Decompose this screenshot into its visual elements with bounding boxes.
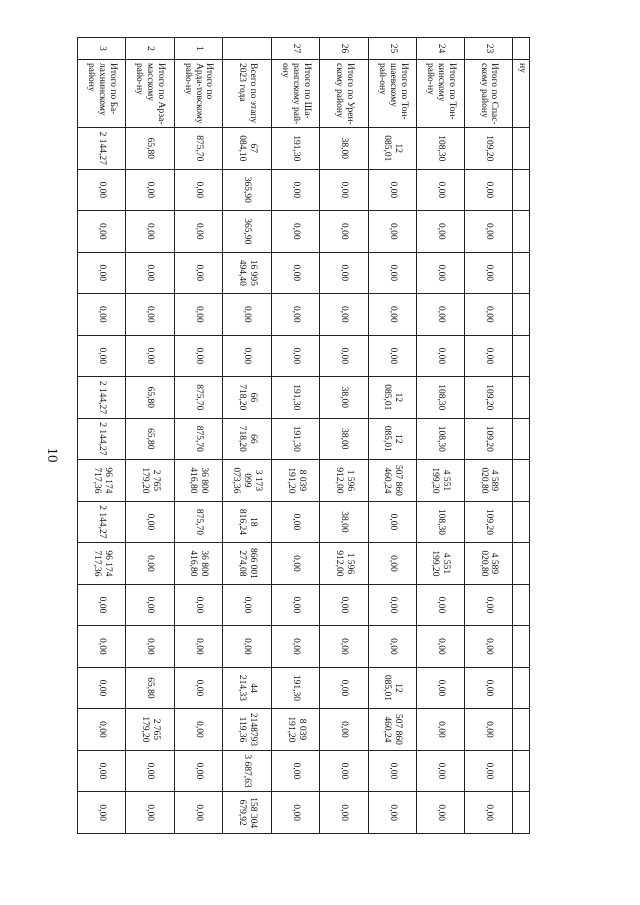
table-cell: 0,00	[464, 335, 512, 377]
table-cell: 0,00	[464, 169, 512, 211]
row-name: Итого по Спас-скому району	[464, 60, 512, 128]
row-number: 27	[272, 38, 320, 60]
table-cell: 0,00	[416, 750, 464, 792]
table-cell: 0,00	[174, 584, 222, 626]
table-cell: 108,30	[416, 128, 464, 170]
table-cell: 2 144,27	[78, 418, 126, 460]
table-cell: 2148793 119,36	[222, 709, 271, 751]
table-cell: 0,00	[174, 169, 222, 211]
table-cell: 66 718,20	[222, 418, 271, 460]
table-cell: 96 174 717,36	[78, 460, 126, 502]
empty-cell	[513, 252, 530, 294]
table-cell: 12 085,01	[368, 418, 416, 460]
empty-cell	[513, 211, 530, 253]
row-name: Итого по Ба-лахнинскому району	[78, 60, 126, 128]
table-cell: 65,80	[126, 128, 174, 170]
table-cell: 0,00	[272, 252, 320, 294]
table-cell: 0,00	[368, 294, 416, 336]
table-cell: 67 084,10	[222, 128, 271, 170]
table-cell: 0,00	[78, 667, 126, 709]
table-cell: 191,30	[272, 418, 320, 460]
table-cell: 0,00	[416, 169, 464, 211]
table-cell: 0,00	[464, 667, 512, 709]
table-cell: 875,70	[174, 501, 222, 543]
table-cell: 0,00	[320, 626, 368, 668]
table-cell: 0,00	[368, 211, 416, 253]
table-cell: 0,00	[126, 335, 174, 377]
table-cell: 65,80	[126, 418, 174, 460]
table-cell: 0,00	[464, 709, 512, 751]
table-cell: 2 144,27	[78, 501, 126, 543]
table-cell: 109,20	[464, 418, 512, 460]
table-row	[464, 38, 512, 834]
table-cell: 36 800 416,80	[174, 543, 222, 585]
table-cell: 0,00	[78, 252, 126, 294]
table-cell: 2 144,27	[78, 377, 126, 419]
table-cell: 8 039 191,20	[272, 709, 320, 751]
table-cell: 0,00	[174, 750, 222, 792]
row-number: 1	[174, 38, 222, 60]
table-cell: 0,00	[272, 626, 320, 668]
table-cell: 0,00	[416, 335, 464, 377]
table-cell: 158 304 679,92	[222, 792, 271, 834]
table-cell: 108,30	[416, 377, 464, 419]
table-body	[78, 38, 530, 834]
table-cell: 38,00	[320, 128, 368, 170]
row-number: 25	[368, 38, 416, 60]
table-row	[126, 38, 174, 834]
table-cell: 0,00	[272, 750, 320, 792]
table-cell: 0,00	[368, 543, 416, 585]
table-cell: 0,00	[174, 626, 222, 668]
row-name: Итого по Урен-скому району	[320, 60, 368, 128]
table-cell: 0,00	[174, 792, 222, 834]
empty-cell	[513, 750, 530, 792]
table-cell: 0,00	[126, 252, 174, 294]
table-cell: 38,00	[320, 501, 368, 543]
table-cell: 44 214,33	[222, 667, 271, 709]
table-cell: 0,00	[416, 667, 464, 709]
empty-cell	[513, 460, 530, 502]
table-cell: 38,00	[320, 377, 368, 419]
table-row	[368, 38, 416, 834]
table-cell: 0,00	[272, 294, 320, 336]
table-row	[272, 38, 320, 834]
table-cell: 0,00	[320, 584, 368, 626]
table-cell: 507 860 460,24	[368, 460, 416, 502]
table-cell: 0,00	[272, 501, 320, 543]
table-cell: 0,00	[222, 584, 271, 626]
table-cell: 0,00	[78, 335, 126, 377]
table-cell: 0,00	[272, 169, 320, 211]
table-cell: 0,00	[416, 709, 464, 751]
table-cell: 109,20	[464, 377, 512, 419]
table-cell: 108,30	[416, 501, 464, 543]
empty-cell	[513, 501, 530, 543]
table-cell: 0,00	[320, 294, 368, 336]
empty-cell	[513, 294, 530, 336]
row-number: 3	[78, 38, 126, 60]
table-cell: 0,00	[272, 543, 320, 585]
table-cell: 1 596 912,00	[320, 460, 368, 502]
table-cell: 0,00	[126, 750, 174, 792]
table-cell: 3 173 099 073,36	[222, 460, 271, 502]
table-cell: 0,00	[174, 667, 222, 709]
table-cell: 66 718,20	[222, 377, 271, 419]
table-cell: 4 551 199,20	[416, 543, 464, 585]
table-cell: 2 765 179,20	[126, 709, 174, 751]
page-number: 10	[44, 447, 60, 463]
empty-cell	[513, 128, 530, 170]
table-cell: 96 174 717,36	[78, 543, 126, 585]
table-cell: 0,00	[222, 626, 271, 668]
empty-cell	[513, 584, 530, 626]
table-cell: 109,20	[464, 128, 512, 170]
table-cell: 0,00	[126, 294, 174, 336]
table-cell: 191,30	[272, 667, 320, 709]
table-cell: 0,00	[78, 750, 126, 792]
table-row	[174, 38, 222, 834]
table-cell: 0,00	[78, 709, 126, 751]
table-cell: 0,00	[126, 626, 174, 668]
table-cell: 0,00	[174, 252, 222, 294]
table-cell: 191,30	[272, 128, 320, 170]
table-cell: 0,00	[222, 335, 271, 377]
table-cell: 875,70	[174, 377, 222, 419]
empty-cell	[513, 792, 530, 834]
table-cell: 16 995 494,40	[222, 252, 271, 294]
table-cell: 0,00	[78, 169, 126, 211]
row-name: Итого по Тон-шаевскому рай-ону	[368, 60, 416, 128]
table-cell: 0,00	[320, 169, 368, 211]
table-cell: 0,00	[416, 294, 464, 336]
table-cell: 12 085,01	[368, 128, 416, 170]
table-cell: 0,00	[464, 294, 512, 336]
row-number	[513, 38, 530, 60]
table-cell: 0,00	[174, 335, 222, 377]
table-cell: 0,00	[368, 750, 416, 792]
table-cell: 12 085,01	[368, 377, 416, 419]
table-cell: 0,00	[368, 626, 416, 668]
table-cell: 0,00	[320, 335, 368, 377]
table-cell: 4 589 020,80	[464, 460, 512, 502]
table-cell: 0,00	[320, 750, 368, 792]
row-number: 2	[126, 38, 174, 60]
row-number: 26	[320, 38, 368, 60]
table-cell: 0,00	[464, 252, 512, 294]
table-cell: 0,00	[416, 626, 464, 668]
table-cell: 0,00	[126, 584, 174, 626]
table-cell: 65,80	[126, 377, 174, 419]
page-number-wrapper	[40, 445, 60, 462]
row-number	[222, 38, 271, 60]
table-cell: 0,00	[174, 709, 222, 751]
empty-cell	[513, 169, 530, 211]
table-cell: 0,00	[464, 211, 512, 253]
table-cell: 0,00	[368, 335, 416, 377]
table-row	[78, 38, 126, 834]
empty-cell	[513, 335, 530, 377]
empty-cell	[513, 418, 530, 460]
table-cell: 65,80	[126, 667, 174, 709]
table-cell: 875,70	[174, 128, 222, 170]
table-cell: 0,00	[320, 211, 368, 253]
table-cell: 0,00	[78, 792, 126, 834]
table-cell: 0,00	[320, 667, 368, 709]
row-name: Всего по этапу 2023 года	[222, 60, 271, 128]
table-cell: 0,00	[272, 792, 320, 834]
table-cell: 0,00	[78, 626, 126, 668]
table-cell: 0,00	[368, 584, 416, 626]
table-cell: 0,00	[464, 626, 512, 668]
empty-cell	[513, 377, 530, 419]
row-name: Итого по Тон-кинскому райо-ну	[416, 60, 464, 128]
row-name: Итого по Ша-рангскому рай-ону	[272, 60, 320, 128]
table-row	[416, 38, 464, 834]
table-cell: 191,30	[272, 377, 320, 419]
table-cell: 0,00	[126, 211, 174, 253]
table-cell: 36 800 416,80	[174, 460, 222, 502]
empty-cell	[513, 667, 530, 709]
table-cell: 875,70	[174, 418, 222, 460]
table-cell: 866 001 274,08	[222, 543, 271, 585]
table-cell: 0,00	[416, 252, 464, 294]
rotated-table-container	[77, 37, 530, 834]
table-cell: 0,00	[368, 501, 416, 543]
table-cell: 0,00	[320, 792, 368, 834]
row-name: Итого по Арза-масскому райо-ну	[126, 60, 174, 128]
empty-cell	[513, 626, 530, 668]
table-cell: 0,00	[174, 294, 222, 336]
row-name: ну	[513, 60, 530, 128]
row-number: 24	[416, 38, 464, 60]
empty-cell	[513, 543, 530, 585]
table-cell: 0,00	[320, 709, 368, 751]
table-cell: 4 551 199,20	[416, 460, 464, 502]
table-cell: 0,00	[272, 584, 320, 626]
table-row-continuation	[513, 38, 530, 834]
table-cell: 109,20	[464, 501, 512, 543]
table-cell: 1 596 912,00	[320, 543, 368, 585]
table-cell: 365,90	[222, 211, 271, 253]
table-cell: 0,00	[416, 211, 464, 253]
table-cell: 0,00	[368, 252, 416, 294]
table-cell: 0,00	[78, 584, 126, 626]
table-cell: 0,00	[320, 252, 368, 294]
table-cell: 0,00	[78, 211, 126, 253]
data-table	[77, 37, 530, 834]
table-cell: 8 039 191,20	[272, 460, 320, 502]
table-cell: 507 860 460,24	[368, 709, 416, 751]
table-cell: 38,00	[320, 418, 368, 460]
table-cell: 3 687,63	[222, 750, 271, 792]
empty-cell	[513, 709, 530, 751]
table-cell: 0,00	[126, 543, 174, 585]
table-cell: 0,00	[272, 211, 320, 253]
table-row	[320, 38, 368, 834]
table-cell: 0,00	[126, 501, 174, 543]
table-cell: 2 765 179,20	[126, 460, 174, 502]
table-cell: 0,00	[126, 169, 174, 211]
table-row	[222, 38, 271, 834]
row-number: 23	[464, 38, 512, 60]
table-cell: 0,00	[272, 335, 320, 377]
table-cell: 0,00	[416, 792, 464, 834]
table-cell: 0,00	[464, 792, 512, 834]
table-cell: 0,00	[368, 792, 416, 834]
table-cell: 0,00	[174, 211, 222, 253]
table-cell: 0,00	[222, 294, 271, 336]
table-cell: 2 144,27	[78, 128, 126, 170]
table-cell: 0,00	[464, 750, 512, 792]
table-cell: 18 816,24	[222, 501, 271, 543]
table-cell: 108,30	[416, 418, 464, 460]
table-cell: 0,00	[368, 169, 416, 211]
table-cell: 4 589 020,80	[464, 543, 512, 585]
table-cell: 365,90	[222, 169, 271, 211]
table-cell: 0,00	[78, 294, 126, 336]
table-cell: 0,00	[126, 792, 174, 834]
table-cell: 0,00	[464, 584, 512, 626]
table-cell: 12 085,01	[368, 667, 416, 709]
table-cell: 0,00	[416, 584, 464, 626]
row-name: Итого по Арда-товскому райо-ну	[174, 60, 222, 128]
